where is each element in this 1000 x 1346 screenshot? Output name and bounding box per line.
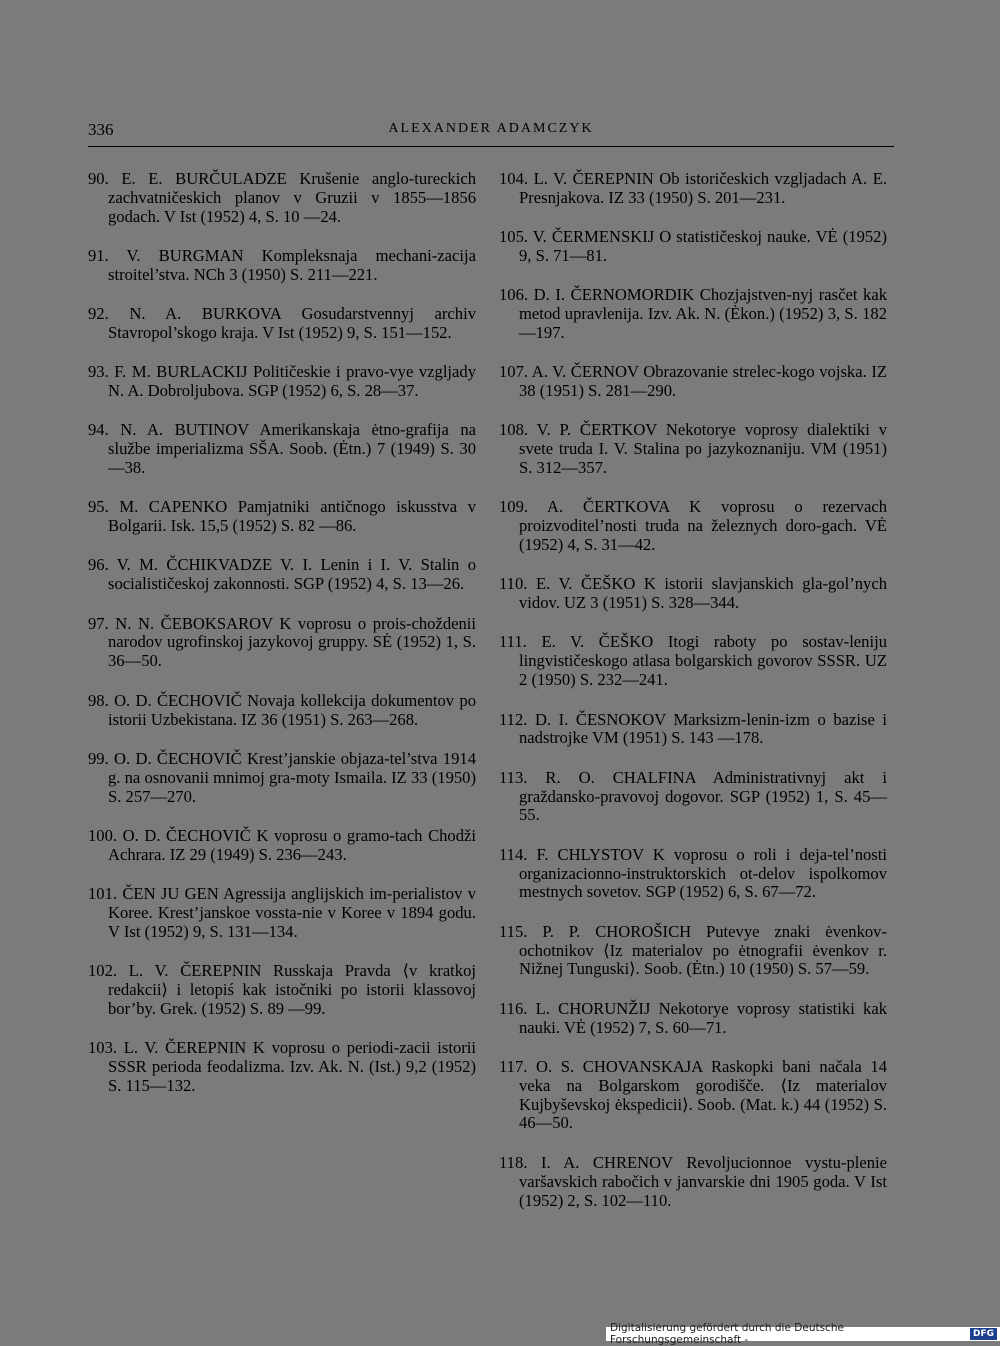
bibliography-entry: 110. E. V. ČEŠKO K istorii slavjanskich gla-gol’nych vidov. UZ 3 (1951) S. 328—344. <box>499 574 887 613</box>
bibliography-entry: 114. F. CHLYSTOV K voprosu o roli i deja-tel’nosti organizacionno-instruktorskich ot-delov ispolkomov mestnych sovetov. SGP (1952) 6, S. 67—72. <box>499 844 887 902</box>
bibliography-entry: 99. O. D. ČECHOVIČ Krest’janskie objaza-tel’stva 1914 g. na osnovanii mnimoj gra-moty Ismaila. IZ 33 (1950) S. 257—270. <box>88 748 476 806</box>
header-rule <box>88 146 894 147</box>
bibliography-entry: 111. E. V. ČEŠKO Itogi raboty po sostav-leniju lingvističeskogo atlasa bolgarskich govorov SSSR. UZ 2 (1950) S. 232—241. <box>499 632 887 690</box>
bibliography-entry: 109. A. ČERTKOVA K voprosu o rezervach proizvoditel’nosti truda na železnych doro-gach. VĖ (1952) 4, S. 31—42. <box>499 497 887 555</box>
bibliography-entry: 95. M. CAPENKO Pamjatniki antičnogo iskusstva v Bolgarii. Isk. 15,5 (1952) S. 82 —86. <box>88 497 476 536</box>
right-column <box>499 170 887 1231</box>
bibliography-entry: 117. O. S. CHOVANSKAJA Raskopki bani načala 14 veka na Bolgarskom gorodišče. ⟨Iz materialov Kujbyševskoj ėkspedicii⟩. Soob. (Mat. k.) 44 (1952) S. 46—50. <box>499 1056 887 1133</box>
bibliography-entry: 113. R. O. CHALFINA Administrativnyj akt i graždansko-pravovoj dogovor. SGP (1952) 1, S. 45—55. <box>499 767 887 825</box>
bibliography-entry: 106. D. I. ČERNOMORDIK Chozjajstven-nyj rasčet kak metod upravlenija. Izv. Ak. N. (Ėkon.) (1952) 3, S. 182—197. <box>499 285 887 343</box>
bibliography-entry: 112. D. I. ČESNOKOV Marksizm-lenin-izm o bazise i nadstrojke VM (1951) S. 143 —178. <box>499 709 887 748</box>
bibliography-entry: 90. E. E. BURČULADZE Krušenie anglo-tureckich zachvatničeskich planov v Gruzii v 1855—1856 godach. V Ist (1952) 4, S. 10 —24. <box>88 169 476 226</box>
bibliography-entry: 115. P. P. CHOROŠICH Putevye znaki ėvenkov-ochotnikov ⟨Iz materialov po ėtnografii ėvenkov r. Nižnej Tunguski⟩. Soob. (Ėtn.) 10 (1950) S. 57—59. <box>499 921 887 979</box>
bibliography-entry: 91. V. BURGMAN Kompleksnaja mechani-zacija stroitel’stva. NCh 3 (1950) S. 211—221. <box>88 246 476 284</box>
bibliography-entry: 97. N. N. ČEBOKSAROV K voprosu o prois-choždenii narodov ugrofinskoj jazykovoj gruppy. SĖ (1952) 1, S. 36—50. <box>88 613 476 671</box>
dfg-logo: DFG <box>970 1328 997 1340</box>
digitization-footer <box>606 1322 1000 1346</box>
bibliography-entry: 102. L. V. ČEREPNIN Russkaja Pravda ⟨v kratkoj redakcii⟩ i letopiś kak istočniki po istorii klassovoj bor’by. Grek. (1952) S. 89 —99. <box>88 960 476 1018</box>
page-header <box>88 120 894 142</box>
bibliography-entry: 100. O. D. ČECHOVIČ K voprosu o gramo-tach Chodži Achrara. IZ 29 (1949) S. 236—243. <box>88 825 476 864</box>
bibliography-entry: 103. L. V. ČEREPNIN K voprosu o periodi-zacii istorii SSSR perioda feodalizma. Izv. Ak. N. (Ist.) 9,2 (1952) S. 115—132. <box>88 1037 476 1095</box>
bibliography-entry: 94. N. A. BUTINOV Amerikanskaja ėtno-grafija na službe imperializma SŠA. Soob. (Ėtn.) 7 (1949) S. 30—38. <box>88 420 476 478</box>
bibliography-entry: 101. ČEN JU GEN Agressija anglijskich im-perialistov v Koree. Krest’janskoe vossta-nie v Koree v 1894 godu. V Ist (1952) 9, S. 131—134. <box>88 883 476 941</box>
bibliography-entry: 96. V. M. ČCHIKVADZE V. I. Lenin i I. V. Stalin o socialističeskoj zakonnosti. SGP (1952) 4, S. 13—26. <box>88 555 476 594</box>
page-number: 336 <box>88 120 114 139</box>
bibliography-entry: 118. I. A. CHRENOV Revoljucionnoe vystu-plenie varšavskich rabočich v janvarskie dni 1905 goda. V Ist (1952) 2, S. 102—110. <box>499 1152 887 1210</box>
bibliography-entry: 93. F. M. BURLACKIJ Političeskie i pravo-vye vzgljady N. A. Dobroljubova. SGP (1952) 6, S. 28—37. <box>88 362 476 401</box>
running-title: ALEXANDER ADAMCZYK <box>388 121 594 136</box>
bibliography-entry: 105. V. ČERMENSKIJ O statističeskoj nauke. VĖ (1952) 9, S. 71—81. <box>499 227 887 266</box>
bibliography-entry: 108. V. P. ČERTKOV Nekotorye voprosy dialektiki v svete truda I. V. Stalina po jazykoznaniju. VM (1951) S. 312—357. <box>499 420 887 478</box>
bibliography-entry: 107. A. V. ČERNOV Obrazovanie strelec-kogo vojska. IZ 38 (1951) S. 281—290. <box>499 362 887 401</box>
footer-text: Digitalisierung gefördert durch die Deutsche Forschungsgemeinschaft - <box>610 1322 844 1346</box>
left-column <box>88 170 476 1116</box>
bibliography-entry: 104. L. V. ČEREPNIN Ob istoričeskich vzgljadach A. E. Presnjakova. IZ 33 (1950) S. 201—231. <box>499 169 887 207</box>
bibliography-entry: 98. O. D. ČECHOVIČ Novaja kollekcija dokumentov po istorii Uzbekistana. IZ 36 (1951) S. 263—268. <box>88 690 476 729</box>
bibliography-entry: 116. L. CHORUNŽIJ Nekotorye voprosy statistiki kak nauki. VĖ (1952) 7, S. 60—71. <box>499 998 887 1037</box>
bibliography-entry: 92. N. A. BURKOVA Gosudarstvennyj archiv Stavropol’skogo kraja. V Ist (1952) 9, S. 151—152. <box>88 304 476 343</box>
